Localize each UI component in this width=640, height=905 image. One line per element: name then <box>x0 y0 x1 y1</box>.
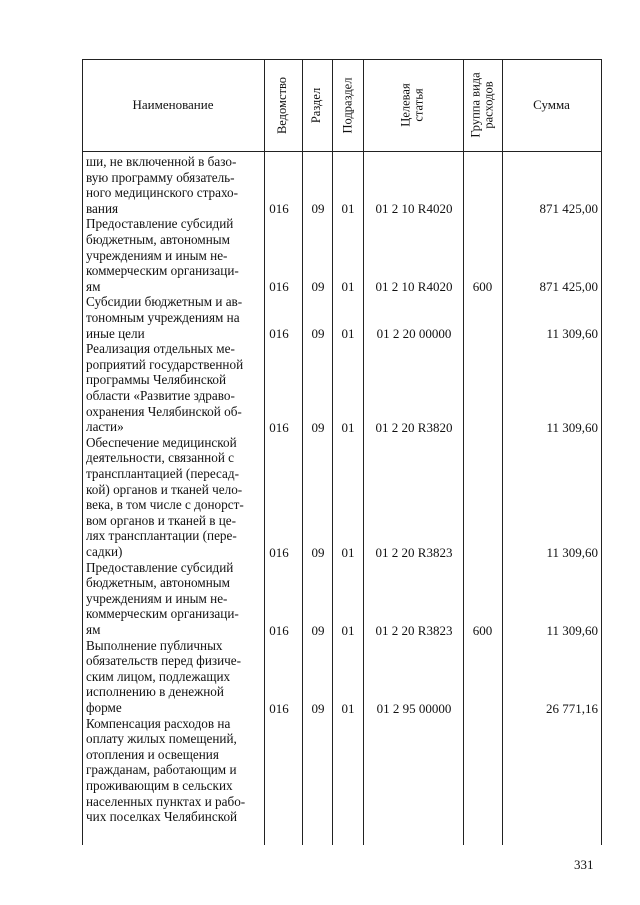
page-number: 331 <box>574 857 594 872</box>
summa-cell: 871 425,00 <box>539 201 598 217</box>
vedomstvo-cell: 016 <box>269 700 289 716</box>
col-border <box>302 59 303 845</box>
header-celevaya: Целевая статья <box>399 83 426 127</box>
summa-cell: 11 309,60 <box>546 622 598 638</box>
description-line: бюджетным, автономным <box>86 231 230 247</box>
description-line: бюджетным, автономным <box>86 575 230 591</box>
description-line: деятельности, связанной с <box>86 450 235 466</box>
header-name: Наименование <box>132 97 214 112</box>
description-line: учреждениям и иным не- <box>86 590 228 606</box>
description-line: Предоставление субсидий <box>86 559 234 575</box>
col-border <box>502 59 503 845</box>
razdel-cell: 09 <box>311 700 325 716</box>
celevaya-cell: 01 2 20 00000 <box>376 326 452 342</box>
razdel-cell: 09 <box>311 326 325 342</box>
description-line: проживающим в сельских <box>86 777 233 793</box>
description-line: программы Челябинской <box>86 372 227 388</box>
budget-table <box>82 59 602 845</box>
description-line: ям <box>86 278 101 294</box>
description-line: форме <box>86 699 122 715</box>
description-line: Реализация отдельных ме- <box>86 341 235 357</box>
celevaya-cell: 01 2 10 R4020 <box>375 279 453 295</box>
description-line: Компенсация расходов на <box>86 715 231 731</box>
description-line: иные цели <box>86 325 145 341</box>
vedomstvo-cell: 016 <box>269 544 289 560</box>
header-vedomstvo: Ведомство <box>275 76 290 134</box>
description-line: лях трансплантации (пере- <box>86 528 237 544</box>
vedomstvo-cell: 016 <box>269 326 289 342</box>
row-description <box>86 154 262 216</box>
col-border <box>264 59 265 845</box>
row-description <box>86 716 262 825</box>
row-description <box>86 638 262 716</box>
podrazdel-cell: 01 <box>341 622 355 638</box>
summa-cell: 11 309,60 <box>546 326 598 342</box>
header-bottom-border <box>82 151 602 152</box>
podrazdel-cell: 01 <box>341 700 355 716</box>
description-line: чих поселках Челябинской <box>86 809 238 825</box>
description-line: ши, не включенной в базо- <box>86 154 237 169</box>
celevaya-cell: 01 2 10 R4020 <box>375 201 453 217</box>
summa-cell: 871 425,00 <box>539 279 598 295</box>
summa-cell: 11 309,60 <box>546 544 598 560</box>
celevaya-cell: 01 2 20 R3820 <box>375 419 453 435</box>
podrazdel-cell: 01 <box>341 326 355 342</box>
col-border <box>601 59 602 845</box>
description-line: века, в том числе с донорст- <box>86 497 244 513</box>
podrazdel-cell: 01 <box>341 419 355 435</box>
vedomstvo-cell: 016 <box>269 279 289 295</box>
header-podrazdel: Подраздел <box>340 77 354 133</box>
description-line: тономным учреждениям на <box>86 309 240 325</box>
col-border <box>82 59 83 845</box>
description-line: ласти» <box>86 419 124 435</box>
description-line: обязательств перед физиче- <box>86 653 242 669</box>
celevaya-cell: 01 2 20 R3823 <box>375 544 453 560</box>
description-line: Субсидии бюджетным и ав- <box>86 294 243 310</box>
gruppa-cell: 600 <box>472 279 493 295</box>
description-line: учреждениям и иным не- <box>86 247 228 263</box>
celevaya-cell: 01 2 95 00000 <box>376 700 452 716</box>
description-line: коммерческим организаци- <box>86 263 239 279</box>
row-description <box>86 560 262 638</box>
description-line: ским лицом, подлежащих <box>86 668 231 684</box>
description-line: роприятий государственной <box>86 356 244 372</box>
description-line: гражданам, работающим и <box>86 762 237 778</box>
description-line: Предоставление субсидий <box>86 216 234 232</box>
description-line: вания <box>86 200 119 216</box>
description-line: коммерческим организаци- <box>86 606 239 622</box>
razdel-cell: 09 <box>311 544 325 560</box>
col-border <box>463 59 464 845</box>
podrazdel-cell: 01 <box>341 279 355 295</box>
summa-cell: 11 309,60 <box>546 419 598 435</box>
description-line: Выполнение публичных <box>86 637 223 653</box>
summa-cell: 26 771,16 <box>546 700 598 716</box>
description-line: отопления и освещения <box>86 746 219 762</box>
gruppa-cell: 600 <box>472 622 493 638</box>
row-description <box>86 435 262 560</box>
description-line: кой) органов и тканей чело- <box>86 481 243 497</box>
header-gruppa: Группа вида расходов <box>468 72 496 138</box>
row-description <box>86 341 262 435</box>
description-line: области «Развитие здраво- <box>86 387 235 403</box>
description-line: ям <box>86 621 101 637</box>
header-razdel: Раздел <box>309 87 324 123</box>
razdel-cell: 09 <box>311 201 325 217</box>
description-line: вую программу обязатель- <box>86 169 235 185</box>
description-line: садки) <box>86 543 123 559</box>
description-line: ного медицинского страхо- <box>86 185 239 201</box>
col-border <box>363 59 364 845</box>
description-line: трансплантацией (пересад- <box>86 465 239 481</box>
description-line: населенных пунктах и рабо- <box>86 793 246 809</box>
description-line: охранения Челябинской об- <box>86 403 242 419</box>
podrazdel-cell: 01 <box>341 201 355 217</box>
vedomstvo-cell: 016 <box>269 622 289 638</box>
description-line: Обеспечение медицинской <box>86 434 237 450</box>
celevaya-cell: 01 2 20 R3823 <box>375 622 453 638</box>
razdel-cell: 09 <box>311 279 325 295</box>
description-line: исполнению в денежной <box>86 684 224 700</box>
row-description <box>86 294 262 341</box>
description-line: оплату жилых помещений, <box>86 731 237 747</box>
description-line: вом органов и тканей в це- <box>86 512 237 528</box>
razdel-cell: 09 <box>311 622 325 638</box>
header-summa: Сумма <box>533 97 570 112</box>
razdel-cell: 09 <box>311 419 325 435</box>
row-description <box>86 216 262 294</box>
vedomstvo-cell: 016 <box>269 201 289 217</box>
col-border <box>332 59 333 845</box>
podrazdel-cell: 01 <box>341 544 355 560</box>
vedomstvo-cell: 016 <box>269 419 289 435</box>
